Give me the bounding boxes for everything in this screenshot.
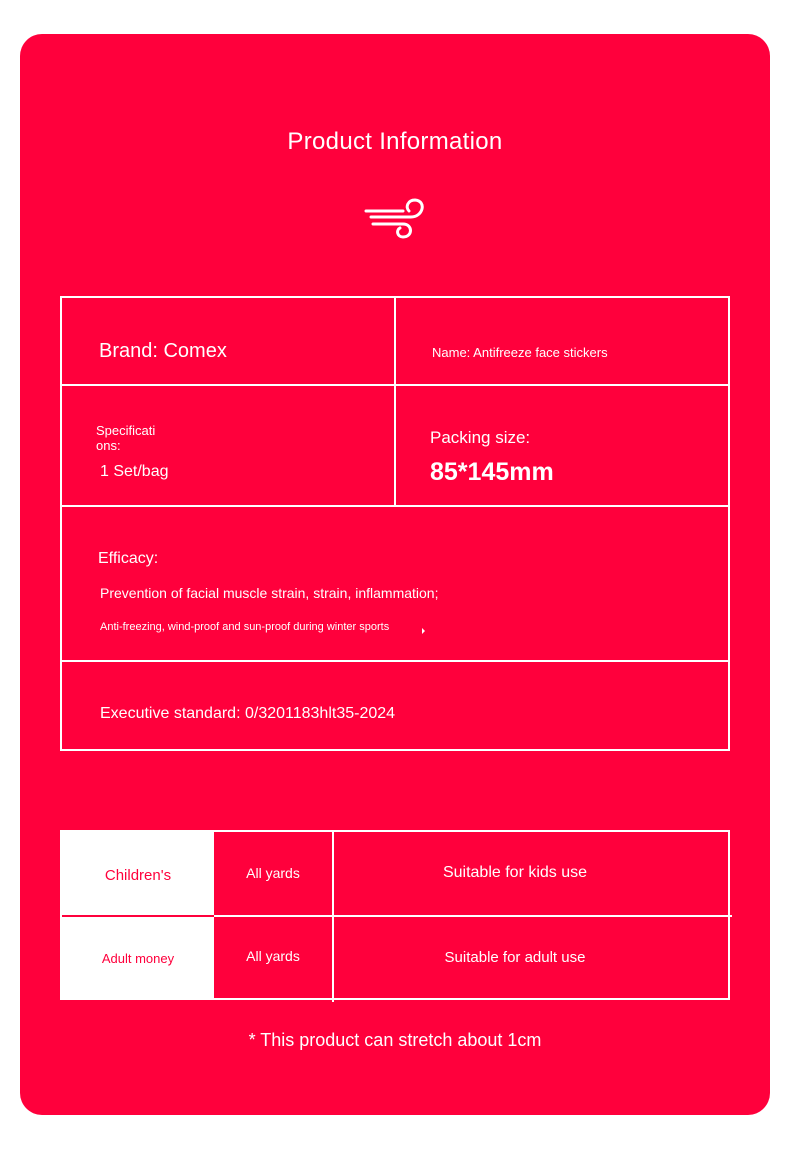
spec-value: 1 Set/bag [100, 463, 169, 480]
spec-label-line2: ons: [96, 438, 121, 453]
efficacy-line-1: Prevention of facial muscle strain, strain, inflammation; [100, 585, 439, 601]
divider [62, 660, 728, 662]
efficacy-label: Efficacy: [98, 550, 159, 567]
info-table [60, 296, 730, 751]
packing-size-value: 85*145mm [430, 458, 554, 486]
wind-icon [363, 197, 429, 241]
page-title: Product Information [287, 128, 503, 155]
row-desc-adult: Suitable for adult use [444, 949, 586, 966]
spec-label-line1: Specificati [96, 423, 156, 438]
efficacy-line-2: Anti-freezing, wind-proof and sun-proof during winter sports [100, 621, 390, 633]
packing-size-label: Packing size: [430, 428, 531, 447]
row-type-children: Children's [104, 867, 172, 884]
row-size-children: All yards [246, 865, 300, 881]
bullet-marker [422, 628, 425, 634]
divider [214, 915, 732, 917]
row-size-adult: All yards [246, 948, 300, 964]
executive-standard-text: Executive standard: 0/3201183hlt35-2024 [100, 705, 396, 722]
brand-text: Brand: Comex [99, 340, 227, 362]
divider [332, 832, 334, 1002]
product-name-text: Name: Antifreeze face stickers [432, 345, 608, 360]
size-table [60, 830, 730, 1000]
row-type-adult: Adult money [101, 951, 175, 966]
divider [394, 298, 396, 506]
row-desc-children: Suitable for kids use [442, 864, 588, 881]
stretch-note: * This product can stretch about 1cm [248, 1030, 542, 1050]
